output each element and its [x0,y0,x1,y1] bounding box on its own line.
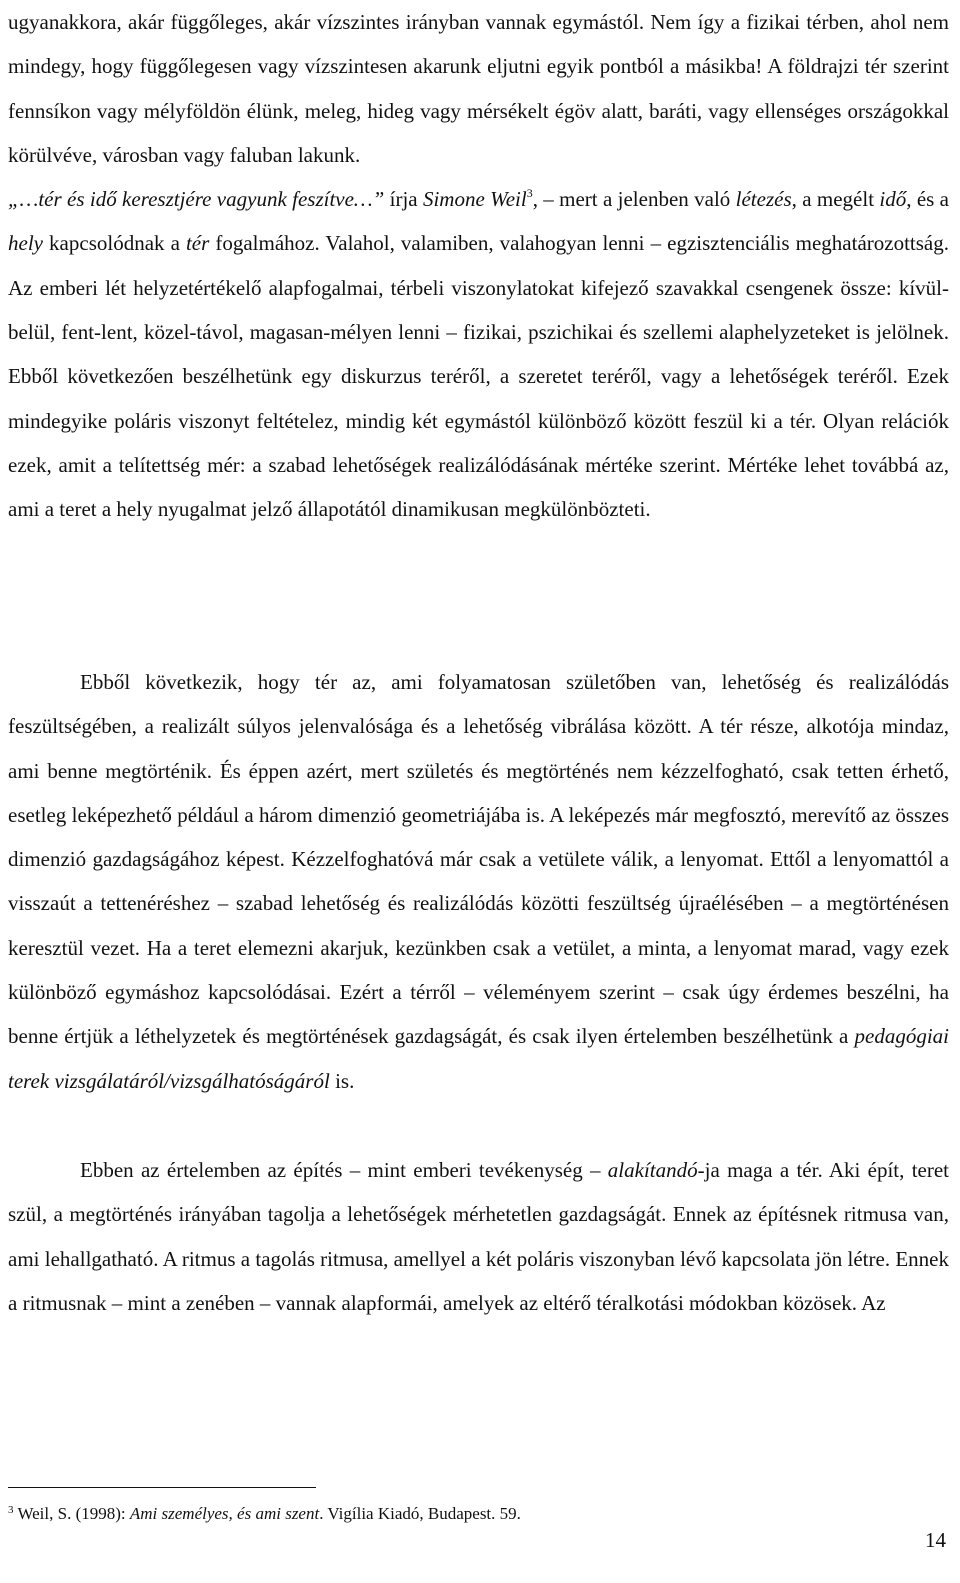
paragraph-3 [8,1148,949,1325]
footnote-book-title: Ami személyes, és ami szent [129,1504,320,1523]
footnote-citation: Weil, S. (1998): [13,1504,130,1523]
author-name: Simone Weil [422,187,527,212]
footnote-reference[interactable]: 3 [526,186,533,201]
page-number: 14 [925,1528,946,1552]
text-fragment: , és a [906,187,949,212]
footnote-publisher: . Vigília Kiadó, Budapest. 59. [319,1504,521,1523]
footnote-number: 3 [8,1504,14,1516]
emphasis-letezes: létezés [735,187,792,212]
footnote-separator [8,1487,316,1488]
paragraph-1 [8,0,949,532]
emphasis-ter: tér [185,231,210,256]
paragraph-3-tail: -ja maga a tér. Aki épít, teret szül, a megtörténés irányában tagolja a lehetőségek mérhetetlen gazdagságát. Ennek az építésnek ritmusa van, ami lehallgatható. A ritmus a tagolás ritmusa, amellyel a két poláris viszonyban lévő kapcsolata jön létre. Ennek a ritmusnak – mint a zenében – vannak alapformái, amelyek az eltérő téralkotási módokban közösek. Az [8,1158,949,1315]
paragraph-2 [8,660,949,1103]
text-fragment: kapcsolódnak a [42,231,186,256]
text-fragment: , – mert a jelenben való [532,187,736,212]
emphasis-alakitando: alakítandó [607,1158,698,1182]
emphasis-pedagogiai-terek: pedagógiai terek vizsgálatáról/vizsgálhatóságáról [8,1024,949,1093]
text-fragment: , a megélt [791,187,880,212]
paragraph-1-tail: fogalmához. Valahol, valamiben, valahogyan lenni – egzisztenciális meghatározottság. Az emberi lét helyzetértékelő alapfogalmai, térbeli viszonylatokat kifejező szavakkal csengenek össze: kívül-belül, fent-lent, közel-távol, magasan-mélyen lenni – fizikai, pszichikai és szellemi alaphelyzeteket is jelölnek. Ebből következően beszélhetünk egy diskurzus teréről, a szeretet teréről, vagy a lehetőségek teréről. Ezek mindegyike poláris viszonyt feltételez, mindig két egymástól különböző között feszül ki a tér. Olyan relációk ezek, amit a telítettség mér: a szabad lehetőségek realizálódásának mértéke szerint. Mértéke lehet továbbá az, ami a teret a hely nyugalmat jelző állapotától dinamikusan megkülönbözteti. [8,231,949,522]
paragraph-2-text: Ebből következik, hogy tér az, ami folyamatosan születőben van, lehetőség és realizálódás feszültségében, a realizált súlyos jelenvalósága és a lehetőség vibrálása között. A tér része, alkotója mindaz, ami benne megtörténik. És éppen azért, mert születés és megtörténés nem kézzelfogható, csak tetten érhető, esetleg leképezhető például a három dimenzió geometriájába is. A leképezés már megfosztó, merevítő az összes dimenzió gazdagságához képest. Kézzelfoghatóvá már csak a vetülete válik, a lenyomat. Ettől a lenyomattól a visszaút a tettenéréshez – szabad lehetőség és realizálódás közötti feszültség újraélésében – a megtörténésen keresztül vezet. Ha a teret elemezni akarjuk, kezünkben csak a vetület, a minta, a lenyomat marad, vagy ezek különböző egymáshoz kapcsolódásai. Ezért a térről – véleményem szerint – csak úgy érdemes beszélni, ha benne értjük a léthelyzetek és megtörténések gazdagságát, és csak ilyen értelemben beszélhetünk a [8,670,949,1049]
paragraph-3-lead: Ebben az értelemben az építés – mint emberi tevékenység – [80,1158,608,1182]
paragraph-1-lead: ugyanakkora, akár függőleges, akár vízszintes irányban vannak egymástól. Nem így a fizikai térben, ahol nem mindegy, hogy függőlegesen vagy vízszintesen akarunk eljutni egyik pontból a másikba! A földrajzi tér szerint fennsíkon vagy mélyföldön élünk, meleg, hideg vagy mérsékelt égöv alatt, baráti, vagy ellenséges országokkal körülvéve, városban vagy faluban lakunk. [8,10,949,167]
paragraph-2-end: is. [329,1068,355,1093]
weil-quote: „…tér és idő keresztjére vagyunk feszítve…” [8,187,385,212]
footnote [8,1503,908,1525]
emphasis-hely: hely [8,231,43,256]
irja-text: írja [384,187,423,212]
emphasis-ido: idő [879,187,907,212]
